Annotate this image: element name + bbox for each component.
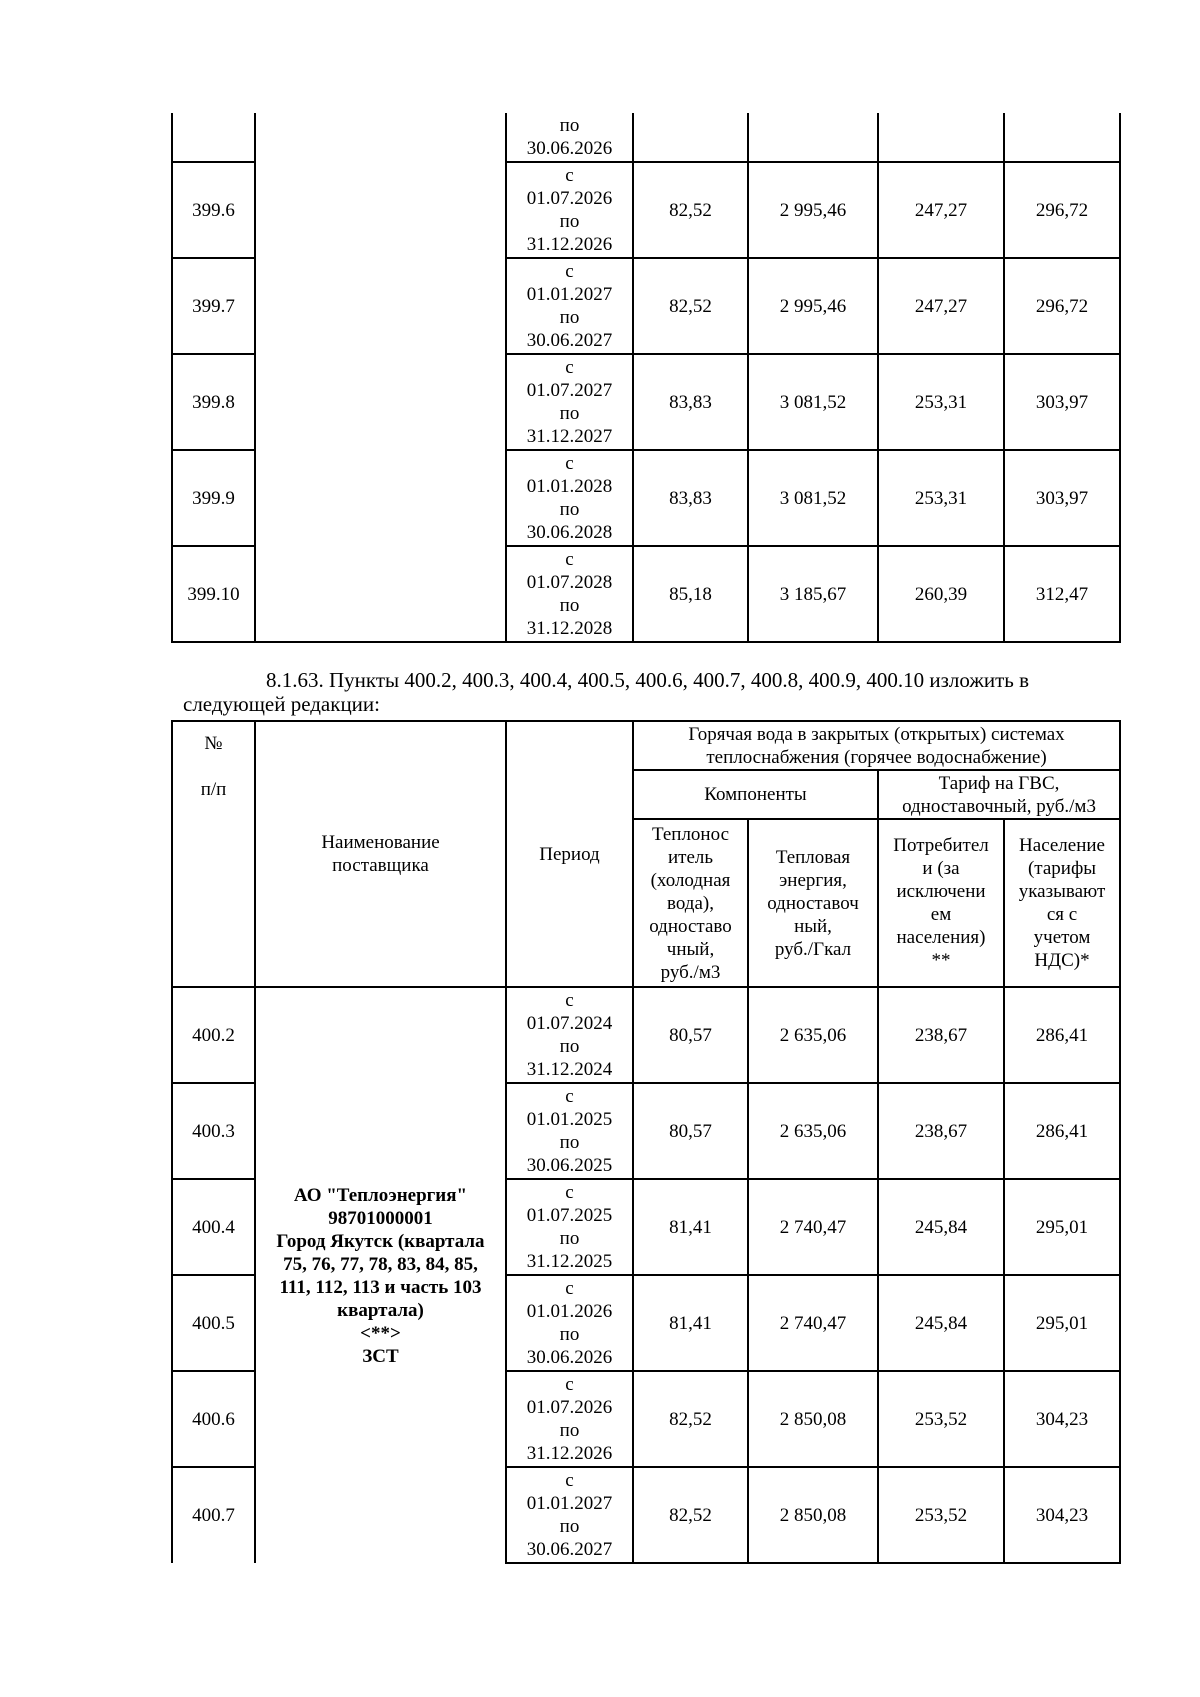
consumers-tariff-cell: 253,52 bbox=[878, 1371, 1004, 1467]
consumers-tariff-cell: 253,31 bbox=[878, 450, 1004, 546]
header-supplier: Наименование поставщика bbox=[255, 721, 506, 987]
period-cell: по 30.06.2026 bbox=[506, 113, 633, 162]
coolant-cell: 82,52 bbox=[633, 1371, 748, 1467]
supplier-name-cell: АО "Теплоэнергия" 98701000001 Город Якутск (квартала 75, 76, 77, 78, 83, 84, 85, 111, 112, 113 и часть 103 квартала) <**> ЗСТ bbox=[255, 987, 506, 1563]
num-cell: 399.9 bbox=[172, 450, 255, 546]
paragraph-line-1: 8.1.63. Пункты 400.2, 400.3, 400.4, 400.5, 400.6, 400.7, 400.8, 400.9, 400.10 изложить в bbox=[266, 668, 1030, 692]
population-tariff-cell: 304,23 bbox=[1004, 1371, 1120, 1467]
consumers-tariff-cell: 247,27 bbox=[878, 162, 1004, 258]
population-tariff-cell: 296,72 bbox=[1004, 162, 1120, 258]
num-cell: 400.6 bbox=[172, 1371, 255, 1467]
period-cell: с 01.01.2025 по 30.06.2025 bbox=[506, 1083, 633, 1179]
heat-energy-cell: 2 850,08 bbox=[748, 1467, 878, 1563]
population-tariff-cell: 312,47 bbox=[1004, 546, 1120, 642]
num-cell: 399.6 bbox=[172, 162, 255, 258]
population-tariff-cell: 303,97 bbox=[1004, 354, 1120, 450]
heat-energy-cell: 3 185,67 bbox=[748, 546, 878, 642]
value-cell bbox=[748, 113, 878, 162]
period-cell: с 01.07.2025 по 31.12.2025 bbox=[506, 1179, 633, 1275]
coolant-cell: 83,83 bbox=[633, 354, 748, 450]
heat-energy-cell: 3 081,52 bbox=[748, 450, 878, 546]
header-row bbox=[172, 721, 1120, 770]
num-cell: 399.10 bbox=[172, 546, 255, 642]
num-cell: 400.2 bbox=[172, 987, 255, 1083]
header-components: Компоненты bbox=[633, 770, 878, 819]
consumers-tariff-cell: 238,67 bbox=[878, 987, 1004, 1083]
period-cell: с 01.01.2027 по 30.06.2027 bbox=[506, 258, 633, 354]
table-row bbox=[172, 113, 1120, 162]
coolant-cell: 81,41 bbox=[633, 1275, 748, 1371]
header-num: № п/п bbox=[172, 721, 255, 987]
heat-energy-cell: 2 995,46 bbox=[748, 162, 878, 258]
value-cell bbox=[633, 113, 748, 162]
value-cell bbox=[878, 113, 1004, 162]
period-cell: с 01.07.2026 по 31.12.2026 bbox=[506, 162, 633, 258]
value-cell bbox=[1004, 113, 1120, 162]
table-row bbox=[172, 987, 1120, 1083]
population-tariff-cell: 286,41 bbox=[1004, 987, 1120, 1083]
coolant-cell: 82,52 bbox=[633, 162, 748, 258]
population-tariff-cell: 286,41 bbox=[1004, 1083, 1120, 1179]
heat-energy-cell: 2 740,47 bbox=[748, 1275, 878, 1371]
header-hot-water-group: Горячая вода в закрытых (открытых) системах теплоснабжения (горячее водоснабжение) bbox=[633, 721, 1120, 770]
num-cell: 399.7 bbox=[172, 258, 255, 354]
consumers-tariff-cell: 247,27 bbox=[878, 258, 1004, 354]
header-population: Население (тарифы указывают ся с учетом НДС)* bbox=[1004, 819, 1120, 987]
population-tariff-cell: 296,72 bbox=[1004, 258, 1120, 354]
num-cell: 400.3 bbox=[172, 1083, 255, 1179]
tariff-table-continued bbox=[171, 113, 1121, 643]
paragraph-line-2: следующей редакции: bbox=[183, 692, 380, 716]
population-tariff-cell: 304,23 bbox=[1004, 1467, 1120, 1563]
population-tariff-cell: 295,01 bbox=[1004, 1275, 1120, 1371]
population-tariff-cell: 295,01 bbox=[1004, 1179, 1120, 1275]
consumers-tariff-cell: 260,39 bbox=[878, 546, 1004, 642]
period-cell: с 01.01.2026 по 30.06.2026 bbox=[506, 1275, 633, 1371]
heat-energy-cell: 2 995,46 bbox=[748, 258, 878, 354]
header-period: Период bbox=[506, 721, 633, 987]
header-heat-energy: Тепловая энергия, одноставоч ный, руб./Гкал bbox=[748, 819, 878, 987]
coolant-cell: 81,41 bbox=[633, 1179, 748, 1275]
num-cell: 399.8 bbox=[172, 354, 255, 450]
period-cell: с 01.07.2027 по 31.12.2027 bbox=[506, 354, 633, 450]
consumers-tariff-cell: 245,84 bbox=[878, 1179, 1004, 1275]
consumers-tariff-cell: 245,84 bbox=[878, 1275, 1004, 1371]
coolant-cell: 85,18 bbox=[633, 546, 748, 642]
header-consumers: Потребител и (за исключени ем населения) ** bbox=[878, 819, 1004, 987]
coolant-cell: 80,57 bbox=[633, 1083, 748, 1179]
period-cell: с 01.01.2028 по 30.06.2028 bbox=[506, 450, 633, 546]
coolant-cell: 82,52 bbox=[633, 258, 748, 354]
heat-energy-cell: 2 635,06 bbox=[748, 987, 878, 1083]
coolant-cell: 82,52 bbox=[633, 1467, 748, 1563]
period-cell: с 01.07.2028 по 31.12.2028 bbox=[506, 546, 633, 642]
population-tariff-cell: 303,97 bbox=[1004, 450, 1120, 546]
header-coolant: Теплонос итель (холодная вода), одноставо чный, руб./м3 bbox=[633, 819, 748, 987]
consumers-tariff-cell: 253,31 bbox=[878, 354, 1004, 450]
num-cell: 400.7 bbox=[172, 1467, 255, 1563]
heat-energy-cell: 3 081,52 bbox=[748, 354, 878, 450]
period-cell: с 01.01.2027 по 30.06.2027 bbox=[506, 1467, 633, 1563]
period-cell: с 01.07.2026 по 31.12.2026 bbox=[506, 1371, 633, 1467]
consumers-tariff-cell: 253,52 bbox=[878, 1467, 1004, 1563]
num-cell: 400.4 bbox=[172, 1179, 255, 1275]
heat-energy-cell: 2 850,08 bbox=[748, 1371, 878, 1467]
header-tariff: Тариф на ГВС, одноставочный, руб./м3 bbox=[878, 770, 1120, 819]
amendment-paragraph bbox=[183, 668, 1113, 716]
heat-energy-cell: 2 740,47 bbox=[748, 1179, 878, 1275]
coolant-cell: 83,83 bbox=[633, 450, 748, 546]
num-cell: 400.5 bbox=[172, 1275, 255, 1371]
heat-energy-cell: 2 635,06 bbox=[748, 1083, 878, 1179]
num-cell bbox=[172, 113, 255, 162]
coolant-cell: 80,57 bbox=[633, 987, 748, 1083]
period-cell: с 01.07.2024 по 31.12.2024 bbox=[506, 987, 633, 1083]
supplier-cell bbox=[255, 113, 506, 642]
consumers-tariff-cell: 238,67 bbox=[878, 1083, 1004, 1179]
tariff-table-main bbox=[171, 720, 1121, 1564]
